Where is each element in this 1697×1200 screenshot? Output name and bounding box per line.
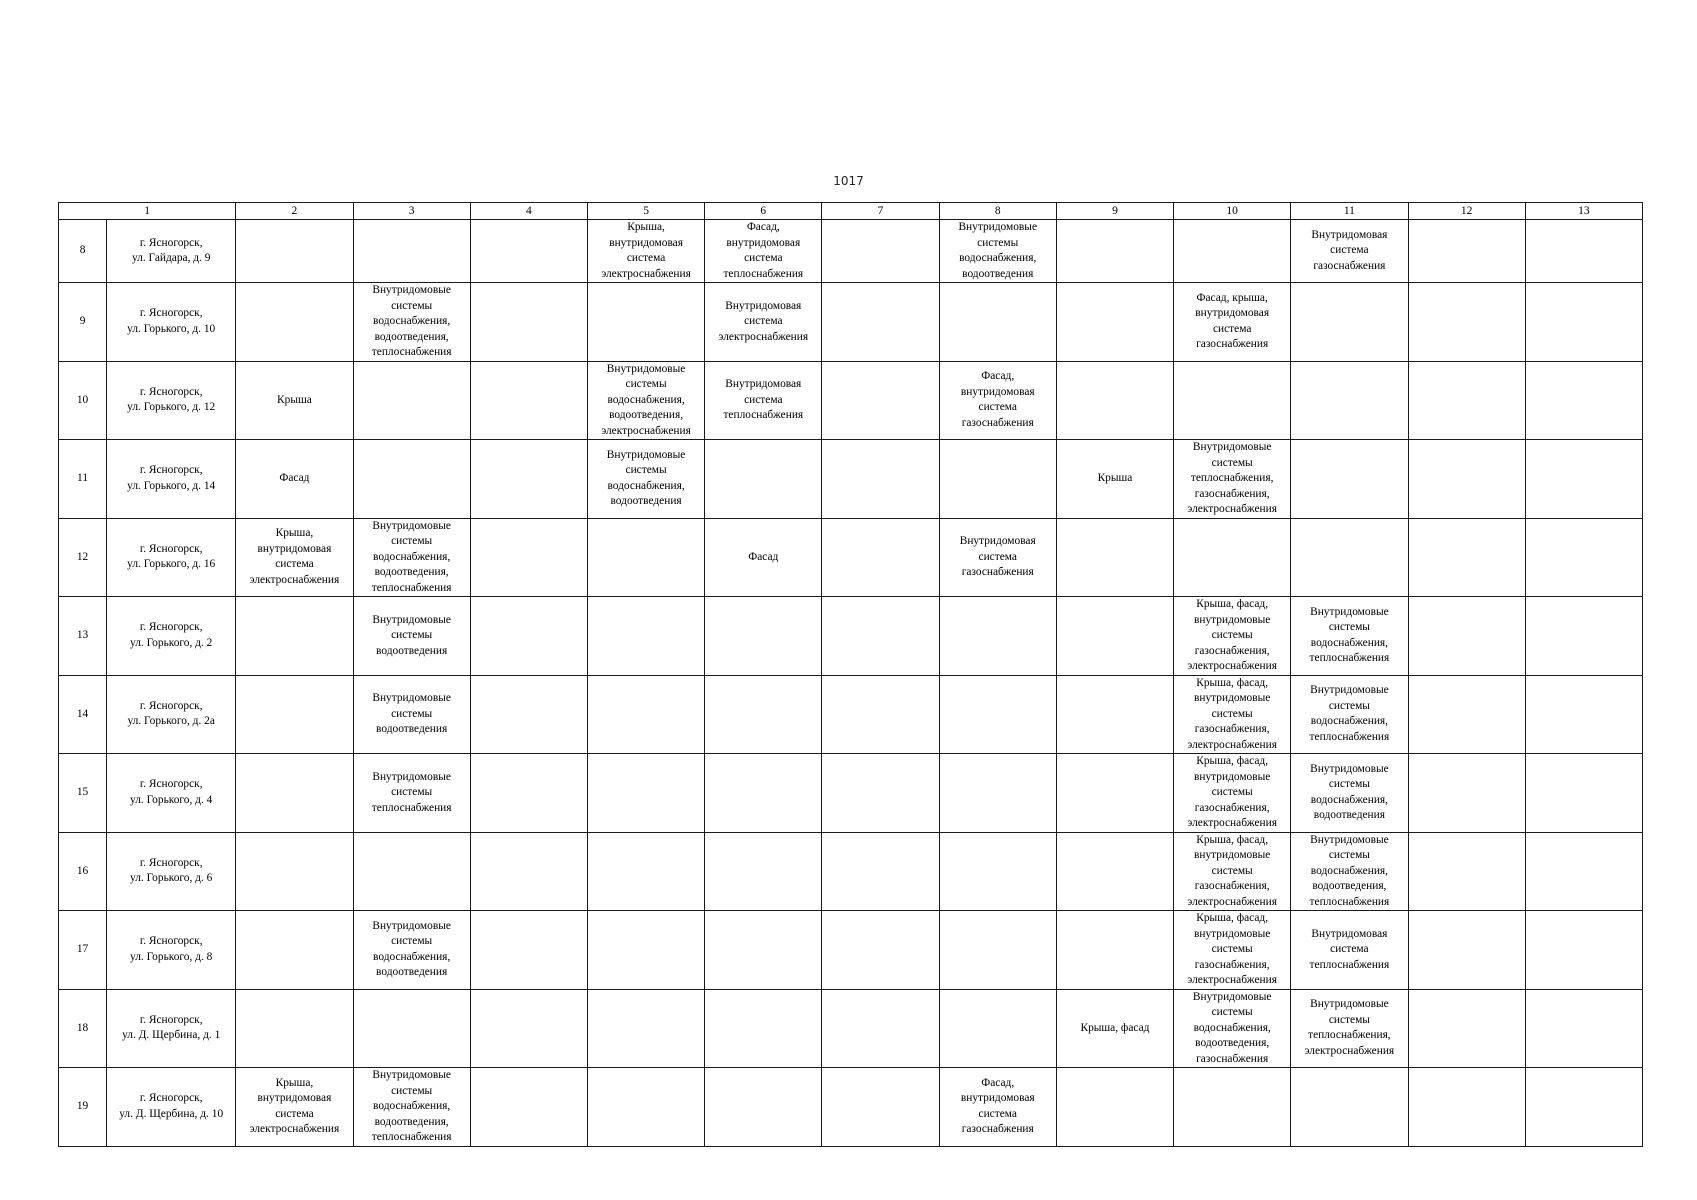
work-cell: Крыша, внутридомовая система электроснабжения	[236, 1068, 353, 1147]
row-number-cell: 13	[59, 597, 107, 676]
work-cell	[236, 911, 353, 990]
work-cell	[1408, 220, 1525, 283]
work-cell	[1291, 440, 1408, 519]
row-number-cell: 19	[59, 1068, 107, 1147]
work-cell	[705, 675, 822, 754]
work-cell: Крыша, внутридомовая система электроснабжения	[236, 518, 353, 597]
column-number-header: 11	[1291, 203, 1408, 220]
column-number-header: 12	[1408, 203, 1525, 220]
address-cell: г. Ясногорск, ул. Горького, д. 6	[107, 832, 236, 911]
work-cell	[470, 832, 587, 911]
work-cell	[587, 518, 704, 597]
column-number-header: 13	[1525, 203, 1642, 220]
work-cell: Крыша, фасад, внутридомовые системы газоснабжения, электроснабжения	[1174, 754, 1291, 833]
work-cell: Внутридомовые системы теплоснабжения, электроснабжения	[1291, 989, 1408, 1068]
work-cell: Внутридомовые системы водоснабжения, теплоснабжения	[1291, 597, 1408, 676]
column-number-header: 4	[470, 203, 587, 220]
work-cell	[939, 675, 1056, 754]
work-cell	[1525, 832, 1642, 911]
work-cell	[705, 911, 822, 990]
work-cell: Внутридомовая система газоснабжения	[939, 518, 1056, 597]
work-cell	[470, 597, 587, 676]
work-cell: Фасад, внутридомовая система теплоснабжения	[705, 220, 822, 283]
address-cell: г. Ясногорск, ул. Горького, д. 4	[107, 754, 236, 833]
column-number-header: 1	[59, 203, 236, 220]
row-number-cell: 10	[59, 361, 107, 440]
table-row	[59, 361, 1643, 440]
work-cell: Внутридомовые системы водоснабжения, водоотведения, теплоснабжения	[353, 283, 470, 362]
work-cell	[822, 518, 939, 597]
address-cell: г. Ясногорск, ул. Горького, д. 14	[107, 440, 236, 519]
work-cell: Крыша, фасад	[1056, 989, 1173, 1068]
work-cell	[1174, 518, 1291, 597]
work-cell	[705, 440, 822, 519]
work-cell	[705, 989, 822, 1068]
work-cell	[822, 283, 939, 362]
work-cell	[1291, 361, 1408, 440]
work-cell	[705, 597, 822, 676]
work-cell	[587, 754, 704, 833]
work-cell	[587, 832, 704, 911]
work-cell	[470, 989, 587, 1068]
work-cell: Внутридомовые системы водоснабжения, водоотведения, теплоснабжения	[353, 518, 470, 597]
work-cell	[1056, 518, 1173, 597]
work-cell	[1056, 1068, 1173, 1147]
work-cell: Фасад, внутридомовая система газоснабжения	[939, 361, 1056, 440]
work-cell	[470, 754, 587, 833]
work-cell: Фасад	[705, 518, 822, 597]
address-cell: г. Ясногорск, ул. Гайдара, д. 9	[107, 220, 236, 283]
work-cell: Внутридомовые системы теплоснабжения	[353, 754, 470, 833]
work-cell	[1525, 283, 1642, 362]
work-cell	[470, 440, 587, 519]
address-cell: г. Ясногорск, ул. Горького, д. 16	[107, 518, 236, 597]
column-number-header: 8	[939, 203, 1056, 220]
column-number-header: 9	[1056, 203, 1173, 220]
row-number-cell: 17	[59, 911, 107, 990]
work-cell	[822, 361, 939, 440]
column-number-header: 3	[353, 203, 470, 220]
work-cell	[1408, 283, 1525, 362]
work-cell: Внутридомовые системы водоснабжения, теплоснабжения	[1291, 675, 1408, 754]
column-number-header: 5	[587, 203, 704, 220]
row-number-cell: 9	[59, 283, 107, 362]
work-cell: Крыша, фасад, внутридомовые системы газоснабжения, электроснабжения	[1174, 832, 1291, 911]
work-cell	[1056, 832, 1173, 911]
work-cell	[353, 361, 470, 440]
work-cell	[1408, 989, 1525, 1068]
address-cell: г. Ясногорск, ул. Д. Щербина, д. 10	[107, 1068, 236, 1147]
work-cell	[939, 440, 1056, 519]
row-number-cell: 8	[59, 220, 107, 283]
work-cell	[1174, 361, 1291, 440]
table-row	[59, 283, 1643, 362]
work-cell: Крыша, внутридомовая система электроснабжения	[587, 220, 704, 283]
table-row	[59, 989, 1643, 1068]
page-number: 1017	[833, 174, 864, 188]
work-cell	[822, 989, 939, 1068]
work-cell: Внутридомовые системы водоснабжения, водоотведения, теплоснабжения	[353, 1068, 470, 1147]
work-cell	[587, 989, 704, 1068]
work-cell	[1056, 754, 1173, 833]
work-cell	[353, 220, 470, 283]
work-cell	[822, 832, 939, 911]
table-row	[59, 220, 1643, 283]
work-cell	[1408, 1068, 1525, 1147]
work-cell: Внутридомовые системы водоснабжения, водоотведения, теплоснабжения	[1291, 832, 1408, 911]
work-cell	[1408, 911, 1525, 990]
work-cell	[1525, 361, 1642, 440]
work-cell	[353, 440, 470, 519]
work-cell	[236, 220, 353, 283]
work-cell	[470, 361, 587, 440]
work-cell: Внутридомовые системы водоснабжения, водоотведения	[939, 220, 1056, 283]
table-row	[59, 675, 1643, 754]
work-cell	[822, 1068, 939, 1147]
work-cell: Внутридомовые системы теплоснабжения, газоснабжения, электроснабжения	[1174, 440, 1291, 519]
table-row	[59, 597, 1643, 676]
work-cell	[1056, 597, 1173, 676]
work-cell	[470, 1068, 587, 1147]
row-number-cell: 16	[59, 832, 107, 911]
work-cell	[1174, 220, 1291, 283]
work-cell	[1056, 911, 1173, 990]
work-cell: Фасад	[236, 440, 353, 519]
work-cell	[470, 911, 587, 990]
work-cell	[236, 675, 353, 754]
work-cell	[1525, 220, 1642, 283]
repair-schedule-table	[58, 202, 1643, 1147]
work-cell	[1408, 754, 1525, 833]
work-cell	[1525, 989, 1642, 1068]
table-row	[59, 1068, 1643, 1147]
work-cell: Внутридомовая система теплоснабжения	[705, 361, 822, 440]
work-cell	[1525, 1068, 1642, 1147]
work-cell: Крыша, фасад, внутридомовые системы газоснабжения, электроснабжения	[1174, 675, 1291, 754]
table-row	[59, 832, 1643, 911]
work-cell	[1056, 361, 1173, 440]
work-cell	[236, 832, 353, 911]
table-row	[59, 754, 1643, 833]
table-row	[59, 440, 1643, 519]
work-cell: Крыша, фасад, внутридомовые системы газоснабжения, электроснабжения	[1174, 597, 1291, 676]
work-cell: Внутридомовые системы водоснабжения, водоотведения	[353, 911, 470, 990]
work-cell	[939, 832, 1056, 911]
address-cell: г. Ясногорск, ул. Горького, д. 2	[107, 597, 236, 676]
address-cell: г. Ясногорск, ул. Д. Щербина, д. 1	[107, 989, 236, 1068]
column-number-header: 6	[705, 203, 822, 220]
column-number-header: 7	[822, 203, 939, 220]
work-cell	[1408, 518, 1525, 597]
work-cell	[236, 754, 353, 833]
row-number-cell: 12	[59, 518, 107, 597]
work-cell: Фасад, крыша, внутридомовая система газоснабжения	[1174, 283, 1291, 362]
work-cell	[822, 911, 939, 990]
work-cell	[939, 754, 1056, 833]
row-number-cell: 14	[59, 675, 107, 754]
work-cell	[1291, 283, 1408, 362]
work-cell	[353, 832, 470, 911]
work-cell	[822, 754, 939, 833]
work-cell	[1408, 361, 1525, 440]
work-cell	[1408, 832, 1525, 911]
work-cell	[1291, 1068, 1408, 1147]
address-cell: г. Ясногорск, ул. Горького, д. 2а	[107, 675, 236, 754]
table-row	[59, 518, 1643, 597]
work-cell	[705, 1068, 822, 1147]
work-cell: Внутридомовые системы водоснабжения, водоотведения	[587, 440, 704, 519]
column-number-row	[59, 203, 1643, 220]
work-cell: Внутридомовая система газоснабжения	[1291, 220, 1408, 283]
work-cell	[1056, 220, 1173, 283]
work-cell: Внутридомовые системы водоснабжения, водоотведения	[1291, 754, 1408, 833]
work-cell: Внутридомовые системы водоснабжения, водоотведения, электроснабжения	[587, 361, 704, 440]
work-cell	[1056, 283, 1173, 362]
table-row	[59, 911, 1643, 990]
work-cell	[1525, 440, 1642, 519]
work-cell	[236, 989, 353, 1068]
work-cell	[822, 440, 939, 519]
work-cell: Внутридомовые системы водоотведения	[353, 597, 470, 676]
work-cell	[939, 283, 1056, 362]
address-cell: г. Ясногорск, ул. Горького, д. 12	[107, 361, 236, 440]
work-cell	[1408, 597, 1525, 676]
work-cell	[1525, 597, 1642, 676]
work-cell: Крыша, фасад, внутридомовые системы газоснабжения, электроснабжения	[1174, 911, 1291, 990]
work-cell	[1408, 440, 1525, 519]
work-cell	[587, 597, 704, 676]
work-cell	[1291, 518, 1408, 597]
work-cell	[939, 989, 1056, 1068]
row-number-cell: 18	[59, 989, 107, 1068]
work-cell: Крыша	[236, 361, 353, 440]
work-cell	[822, 675, 939, 754]
work-cell	[236, 597, 353, 676]
work-cell: Внутридомовые системы водоотведения	[353, 675, 470, 754]
work-cell: Крыша	[1056, 440, 1173, 519]
work-cell	[822, 597, 939, 676]
work-cell	[939, 911, 1056, 990]
work-cell: Внутридомовые системы водоснабжения, водоотведения, газоснабжения	[1174, 989, 1291, 1068]
work-cell: Фасад, внутридомовая система газоснабжения	[939, 1068, 1056, 1147]
column-number-header: 2	[236, 203, 353, 220]
work-cell	[1525, 911, 1642, 990]
work-cell: Внутридомовая система теплоснабжения	[1291, 911, 1408, 990]
work-cell	[1408, 675, 1525, 754]
work-cell	[705, 832, 822, 911]
work-cell	[587, 283, 704, 362]
address-cell: г. Ясногорск, ул. Горького, д. 10	[107, 283, 236, 362]
row-number-cell: 15	[59, 754, 107, 833]
work-cell	[353, 989, 470, 1068]
work-cell: Внутридомовая система электроснабжения	[705, 283, 822, 362]
work-cell	[470, 283, 587, 362]
column-number-header: 10	[1174, 203, 1291, 220]
work-cell	[236, 283, 353, 362]
work-cell	[470, 220, 587, 283]
work-cell	[1525, 754, 1642, 833]
work-cell	[1525, 675, 1642, 754]
work-cell	[587, 675, 704, 754]
work-cell	[470, 675, 587, 754]
work-cell	[1174, 1068, 1291, 1147]
work-cell	[939, 597, 1056, 676]
work-cell	[1525, 518, 1642, 597]
work-cell	[1056, 675, 1173, 754]
address-cell: г. Ясногорск, ул. Горького, д. 8	[107, 911, 236, 990]
work-cell	[470, 518, 587, 597]
row-number-cell: 11	[59, 440, 107, 519]
work-cell	[587, 911, 704, 990]
work-cell	[822, 220, 939, 283]
work-cell	[705, 754, 822, 833]
work-cell	[587, 1068, 704, 1147]
